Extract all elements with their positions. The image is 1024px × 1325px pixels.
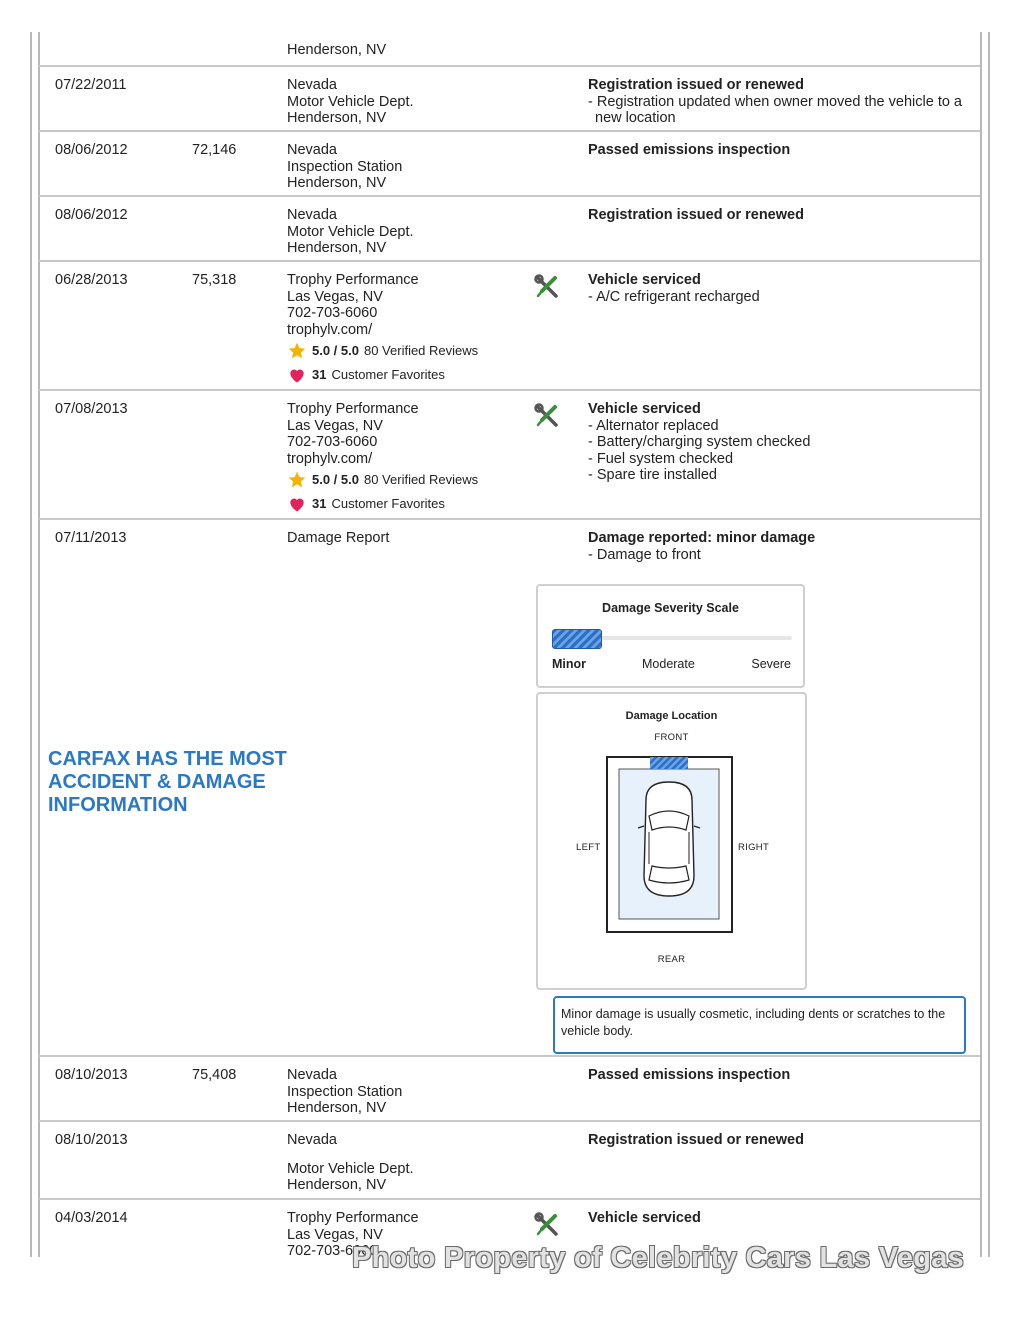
source-line: Henderson, NV [287, 42, 387, 58]
source-line: Trophy Performance [287, 272, 419, 288]
record-odometer: 72,146 [192, 142, 237, 158]
record-odometer: 75,408 [192, 1067, 237, 1083]
record-headline: Vehicle serviced [588, 401, 701, 417]
rating-line [287, 469, 527, 491]
source-line: trophylv.com/ [287, 450, 373, 467]
favorites-label: Customer Favorites [331, 495, 445, 511]
wrench-screwdriver-icon [534, 274, 560, 300]
severity-track [552, 636, 792, 640]
source-line: Henderson, NV [287, 110, 387, 126]
reviews-link[interactable]: 80 Verified Reviews [363, 471, 479, 487]
star-icon [287, 470, 307, 490]
source-line: Nevada [287, 77, 337, 93]
rating-value: 5.0 / 5.0 [312, 471, 359, 487]
record-headline: Registration issued or renewed [588, 77, 804, 93]
location-label-front: FRONT [654, 732, 689, 743]
record-row [39, 132, 980, 197]
source-line: Inspection Station [287, 158, 403, 175]
source-line: Damage Report [287, 530, 390, 546]
detail-item: - Battery/charging system checked [588, 434, 811, 450]
star-icon [287, 341, 307, 361]
record-comments [588, 272, 968, 305]
favorites-count: 31 [312, 366, 327, 382]
record-source [287, 530, 527, 547]
source-line: Las Vegas, NV [287, 288, 383, 305]
damage-severity-scale [536, 584, 805, 688]
record-row [39, 1057, 980, 1122]
source-line: Las Vegas, NV [287, 1226, 383, 1243]
damage-note: Minor damage is usually cosmetic, including dents or scratches to the vehicle body. [553, 996, 966, 1054]
promo-line: ACCIDENT & DAMAGE [48, 771, 266, 793]
heart-icon [287, 365, 307, 385]
detail-item: - Fuel system checked [588, 450, 734, 467]
source-line: Motor Vehicle Dept. [287, 223, 414, 240]
damage-location-diagram [536, 692, 807, 990]
record-source [287, 1067, 527, 1117]
source-line: Nevada [287, 1067, 337, 1083]
record-date: 07/08/2013 [55, 401, 128, 417]
page-frame-left-outer [30, 32, 32, 1257]
record-comments [588, 77, 968, 127]
record-source [287, 77, 527, 127]
severity-label-moderate: Moderate [642, 657, 695, 671]
location-label-left: LEFT [576, 842, 601, 853]
source-line: 702-703-6060 [287, 1243, 378, 1257]
rating-value: 5.0 / 5.0 [312, 342, 359, 358]
detail-item: - A/C refrigerant recharged [588, 288, 760, 305]
record-date: 04/03/2014 [55, 1210, 128, 1226]
damage-area-front [650, 757, 688, 769]
source-line-spacer [287, 1149, 527, 1161]
record-source [287, 207, 527, 257]
record-row [39, 1122, 980, 1200]
record-comments [588, 1067, 968, 1084]
source-line: Motor Vehicle Dept. [287, 1160, 414, 1177]
record-comments [588, 401, 968, 484]
record-comments [588, 1132, 968, 1149]
promo-line: INFORMATION [48, 794, 188, 816]
wrench-screwdriver-icon [534, 1212, 560, 1238]
record-odometer: 75,318 [192, 272, 237, 288]
record-row [39, 67, 980, 132]
source-line: trophylv.com/ [287, 321, 373, 338]
source-line: Trophy Performance [287, 401, 419, 417]
page-frame-right-outer [988, 32, 990, 1257]
source-line: Trophy Performance [287, 1210, 419, 1226]
carfax-promo-text [48, 748, 328, 817]
detail-item: - Registration updated when owner moved the vehicle to a new location [588, 93, 963, 126]
record-headline: Passed emissions inspection [588, 142, 791, 158]
car-top-view-icon [606, 756, 736, 934]
source-line: 702-703-6060 [287, 434, 378, 450]
record-headline: Registration issued or renewed [588, 1132, 804, 1148]
record-comments [588, 1210, 968, 1227]
promo-line: CARFAX HAS THE MOST [48, 748, 287, 770]
location-title: Damage Location [625, 710, 718, 722]
location-label-rear: REAR [657, 954, 686, 965]
record-comments [588, 530, 968, 563]
detail-item: - Alternator replaced [588, 417, 719, 434]
record-row [39, 197, 980, 262]
record-headline: Vehicle serviced [588, 272, 701, 288]
wrench-screwdriver-icon [534, 403, 560, 429]
record-date: 08/06/2012 [55, 142, 128, 158]
record-date: 06/28/2013 [55, 272, 128, 288]
record-date: 08/10/2013 [55, 1132, 128, 1148]
source-line: Nevada [287, 207, 337, 223]
record-source [287, 1132, 527, 1194]
source-line: Inspection Station [287, 1083, 403, 1100]
record-comments [588, 142, 968, 159]
severity-fill [552, 629, 602, 649]
record-date: 08/06/2012 [55, 207, 128, 223]
source-line: Henderson, NV [287, 1100, 387, 1116]
record-row-fragment [39, 32, 980, 67]
record-row [39, 262, 980, 391]
record-source [287, 401, 527, 515]
record-date: 07/22/2011 [55, 77, 127, 93]
severity-title: Damage Severity Scale [602, 601, 739, 615]
record-headline: Vehicle serviced [588, 1210, 701, 1226]
watermark: Photo Property of Celebrity Cars Las Vegas [352, 1242, 965, 1274]
favorites-line [287, 493, 527, 515]
record-source [287, 272, 527, 386]
record-date: 07/11/2013 [55, 530, 127, 546]
record-comments [588, 207, 968, 224]
record-date: 08/10/2013 [55, 1067, 128, 1083]
source-line: 702-703-6060 [287, 305, 378, 321]
source-line: Nevada [287, 1132, 337, 1148]
location-label-right: RIGHT [738, 842, 770, 853]
severity-label-minor: Minor [552, 657, 587, 671]
record-row [39, 391, 980, 520]
source-line: Motor Vehicle Dept. [287, 93, 414, 110]
source-line: Nevada [287, 142, 337, 158]
detail-item: - Spare tire installed [588, 467, 717, 483]
severity-label-severe: Severe [751, 657, 791, 671]
reviews-link[interactable]: 80 Verified Reviews [363, 342, 479, 358]
favorites-line [287, 364, 527, 386]
record-headline: Passed emissions inspection [588, 1067, 791, 1083]
favorites-count: 31 [312, 495, 327, 511]
source-line: Henderson, NV [287, 175, 387, 191]
source-line: Henderson, NV [287, 1177, 387, 1193]
rating-line [287, 340, 527, 362]
record-headline: Damage reported: minor damage [588, 530, 816, 546]
record-headline: Registration issued or renewed [588, 207, 804, 223]
source-line: Las Vegas, NV [287, 417, 383, 434]
source-line: Henderson, NV [287, 240, 387, 256]
favorites-label: Customer Favorites [331, 366, 445, 382]
detail-item: - Damage to front [588, 546, 701, 563]
heart-icon [287, 494, 307, 514]
record-source [287, 142, 527, 192]
page-frame-right-inner [980, 32, 982, 1257]
